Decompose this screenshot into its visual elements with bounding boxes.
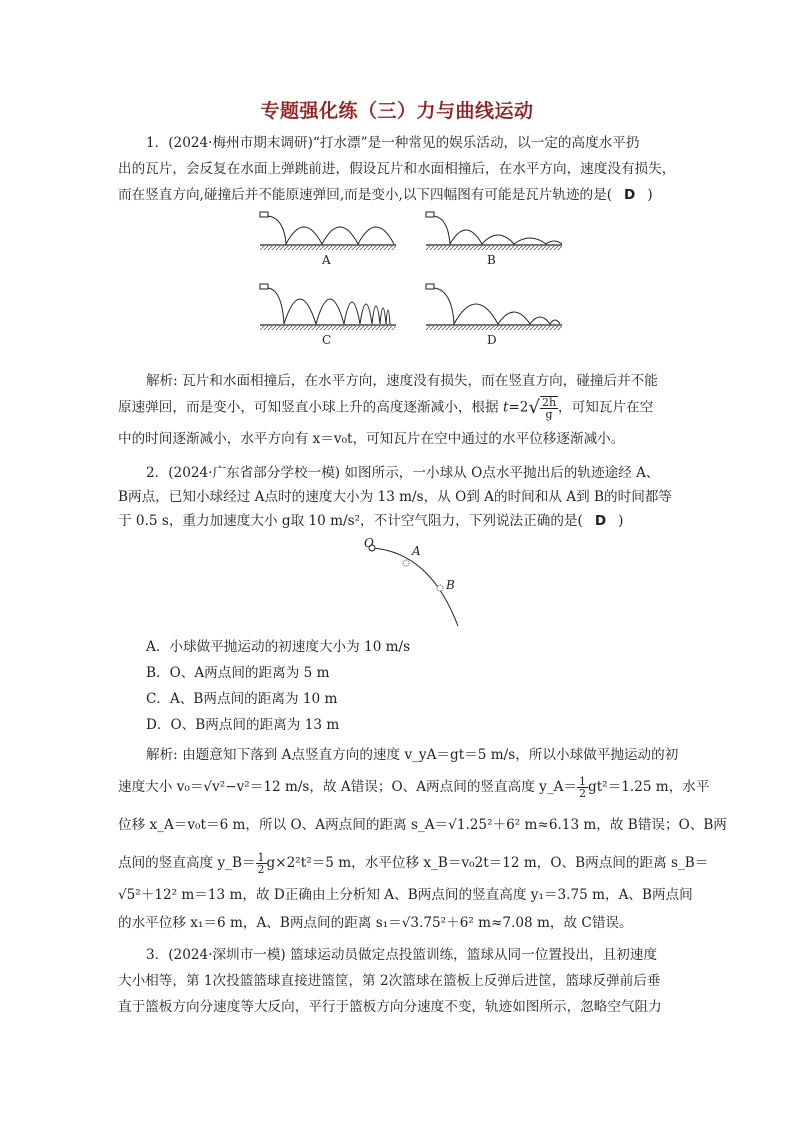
q1-figure-b-label: B (487, 253, 496, 267)
q2-solution-line-1: 解析: 由题意知下落到 A点竖直方向的速度 v_yA＝gt＝5 m/s，所以小球做平抛运动的初 (146, 747, 679, 763)
q2-solution-line-6: 的水平位移 x₁＝6 m，A、B两点间的距离 s₁＝√3.75²＋6² m≈7.08 m，故 C错误。 (118, 915, 633, 931)
q1-figure-c (258, 280, 398, 332)
q2-solution-line-4-tail: g×2²t²＝5 m，水平位移 x_B＝v₀2t＝12 m，O、B两点间的距离 s_B＝ (266, 855, 709, 871)
fraction-denominator: 2 (579, 787, 587, 800)
q2-option-b: B．O、A两点间的距离为 5 m (146, 665, 330, 681)
q2-option-c: C．A、B两点间的距离为 10 m (146, 691, 338, 707)
q2-answer: D (594, 513, 607, 529)
q3-line-3: 直于篮板方向分速度等大反向，平行于篮板方向分速度不变，轨迹如图所示，忽略空气阻力 (118, 999, 662, 1015)
q2-solution-line-4-text: 点间的竖直高度 y_B＝ (118, 855, 256, 871)
q1-figure-d-label: D (487, 333, 497, 347)
q1-line-1: 1．(2024·梅州市期末调研)“打水漂”是一种常见的娱乐活动，以一定的高度水平扔 (146, 135, 640, 151)
q1-line-3 (118, 186, 653, 204)
q2-line-3 (118, 512, 623, 530)
q2-solution-line-2-text: 速度大小 v₀＝√v²−v²＝12 m/s，故 A错误；O、A两点间的竖直高度 y_A＝ (118, 779, 578, 795)
q2-solution-line-5: √5²＋12² m＝13 m，故 D正确由上分析知 A、B两点间的竖直高度 y₁＝3.75 m，A、B两点间 (118, 887, 693, 903)
q1-figure-a (258, 208, 398, 252)
q2-line-1: 2．(2024·广东省部分学校一模) 如图所示，一小球从 O点水平抛出后的轨迹途经 A、 (146, 465, 660, 481)
q2-point-o-label: O (364, 536, 374, 550)
page-title: 专题强化练（三）力与曲线运动 (260, 100, 534, 122)
q2-half-fraction-2 (256, 852, 267, 875)
q1-solution-line-2-text: 原速弹回，而是变小，可知竖直小球上升的高度逐渐减小，根据 (118, 399, 499, 416)
q1-solution-line-1: 解析: 瓦片和水面相撞后，在水平方向，速度没有损失，而在竖直方向，碰撞后并不能 (146, 373, 658, 389)
fraction-numerator: 1 (579, 775, 587, 788)
q2-solution-line-2 (118, 776, 709, 799)
formula-denominator: g (545, 408, 553, 421)
q2-line-2: B两点，已知小球经过 A点时的速度大小为 13 m/s，从 O到 A的时间和从 A到 B的时间都等 (118, 489, 672, 505)
formula-eq: =2 (508, 399, 529, 416)
q2-line-3-text: 于 0.5 s，重力加速度大小 g取 10 m/s²，不计空气阻力，下列说法正确的是( (118, 513, 583, 529)
q3-line-1: 3．(2024·深圳市一模) 篮球运动员做定点投篮训练，篮球从同一位置投出，且初速度 (146, 947, 658, 963)
q2-option-a: A．小球做平抛运动的初速度大小为 10 m/s (146, 639, 411, 655)
formula-numerator: 2h (541, 396, 557, 409)
q1-line-2: 出的瓦片，会反复在水面上弹跳前进，假设瓦片和水面相撞后，在水平方向，速度没有损失， (118, 161, 676, 177)
q2-option-d: D．O、B两点间的距离为 13 m (146, 717, 340, 733)
q2-point-b-label: B (446, 578, 455, 592)
q1-solution-line-2-tail: ，可知瓦片在空 (558, 399, 654, 416)
q1-figure-b (424, 208, 564, 252)
q1-answer: D (624, 187, 636, 203)
q2-point-a-label: A (412, 544, 421, 558)
fraction-denominator: 2 (257, 863, 265, 876)
formula-fraction (540, 396, 558, 420)
q1-figure-d (424, 280, 564, 332)
formula-t: t (502, 399, 509, 416)
q1-solution-line-3: 中的时间逐渐减小，水平方向有 x＝v₀t，可知瓦片在空中通过的水平位移逐渐减小。 (118, 431, 625, 447)
q1-figure-a-label: A (322, 253, 331, 267)
q1-close-paren: ) (647, 187, 653, 203)
q2-solution-line-4 (118, 852, 708, 875)
q2-half-fraction-1 (577, 776, 588, 799)
sqrt-symbol: √ (528, 397, 540, 418)
q1-figure-c-label: C (322, 333, 332, 347)
q1-line-3-text: 而在竖直方向,碰撞后并不能原速弹回,而是变小,以下四幅图有可能是瓦片轨迹的是( (118, 187, 613, 203)
q1-solution-line-2 (118, 396, 653, 420)
q2-close-paren: ) (618, 513, 624, 529)
q2-solution-line-3: 位移 x_A＝v₀t＝6 m，所以 O、A两点间的距离 s_A＝√1.25²＋6² m≈6.13 m，故 B错误；O、B两 (118, 817, 727, 833)
q3-line-2: 大小相等，第 1次投篮篮球直接进篮筐，第 2次篮球在篮板上反弹后进筐，篮球反弹前后垂 (118, 973, 661, 989)
q2-solution-line-2-tail: gt²＝1.25 m，水平 (588, 779, 710, 795)
fraction-numerator: 1 (257, 851, 265, 864)
